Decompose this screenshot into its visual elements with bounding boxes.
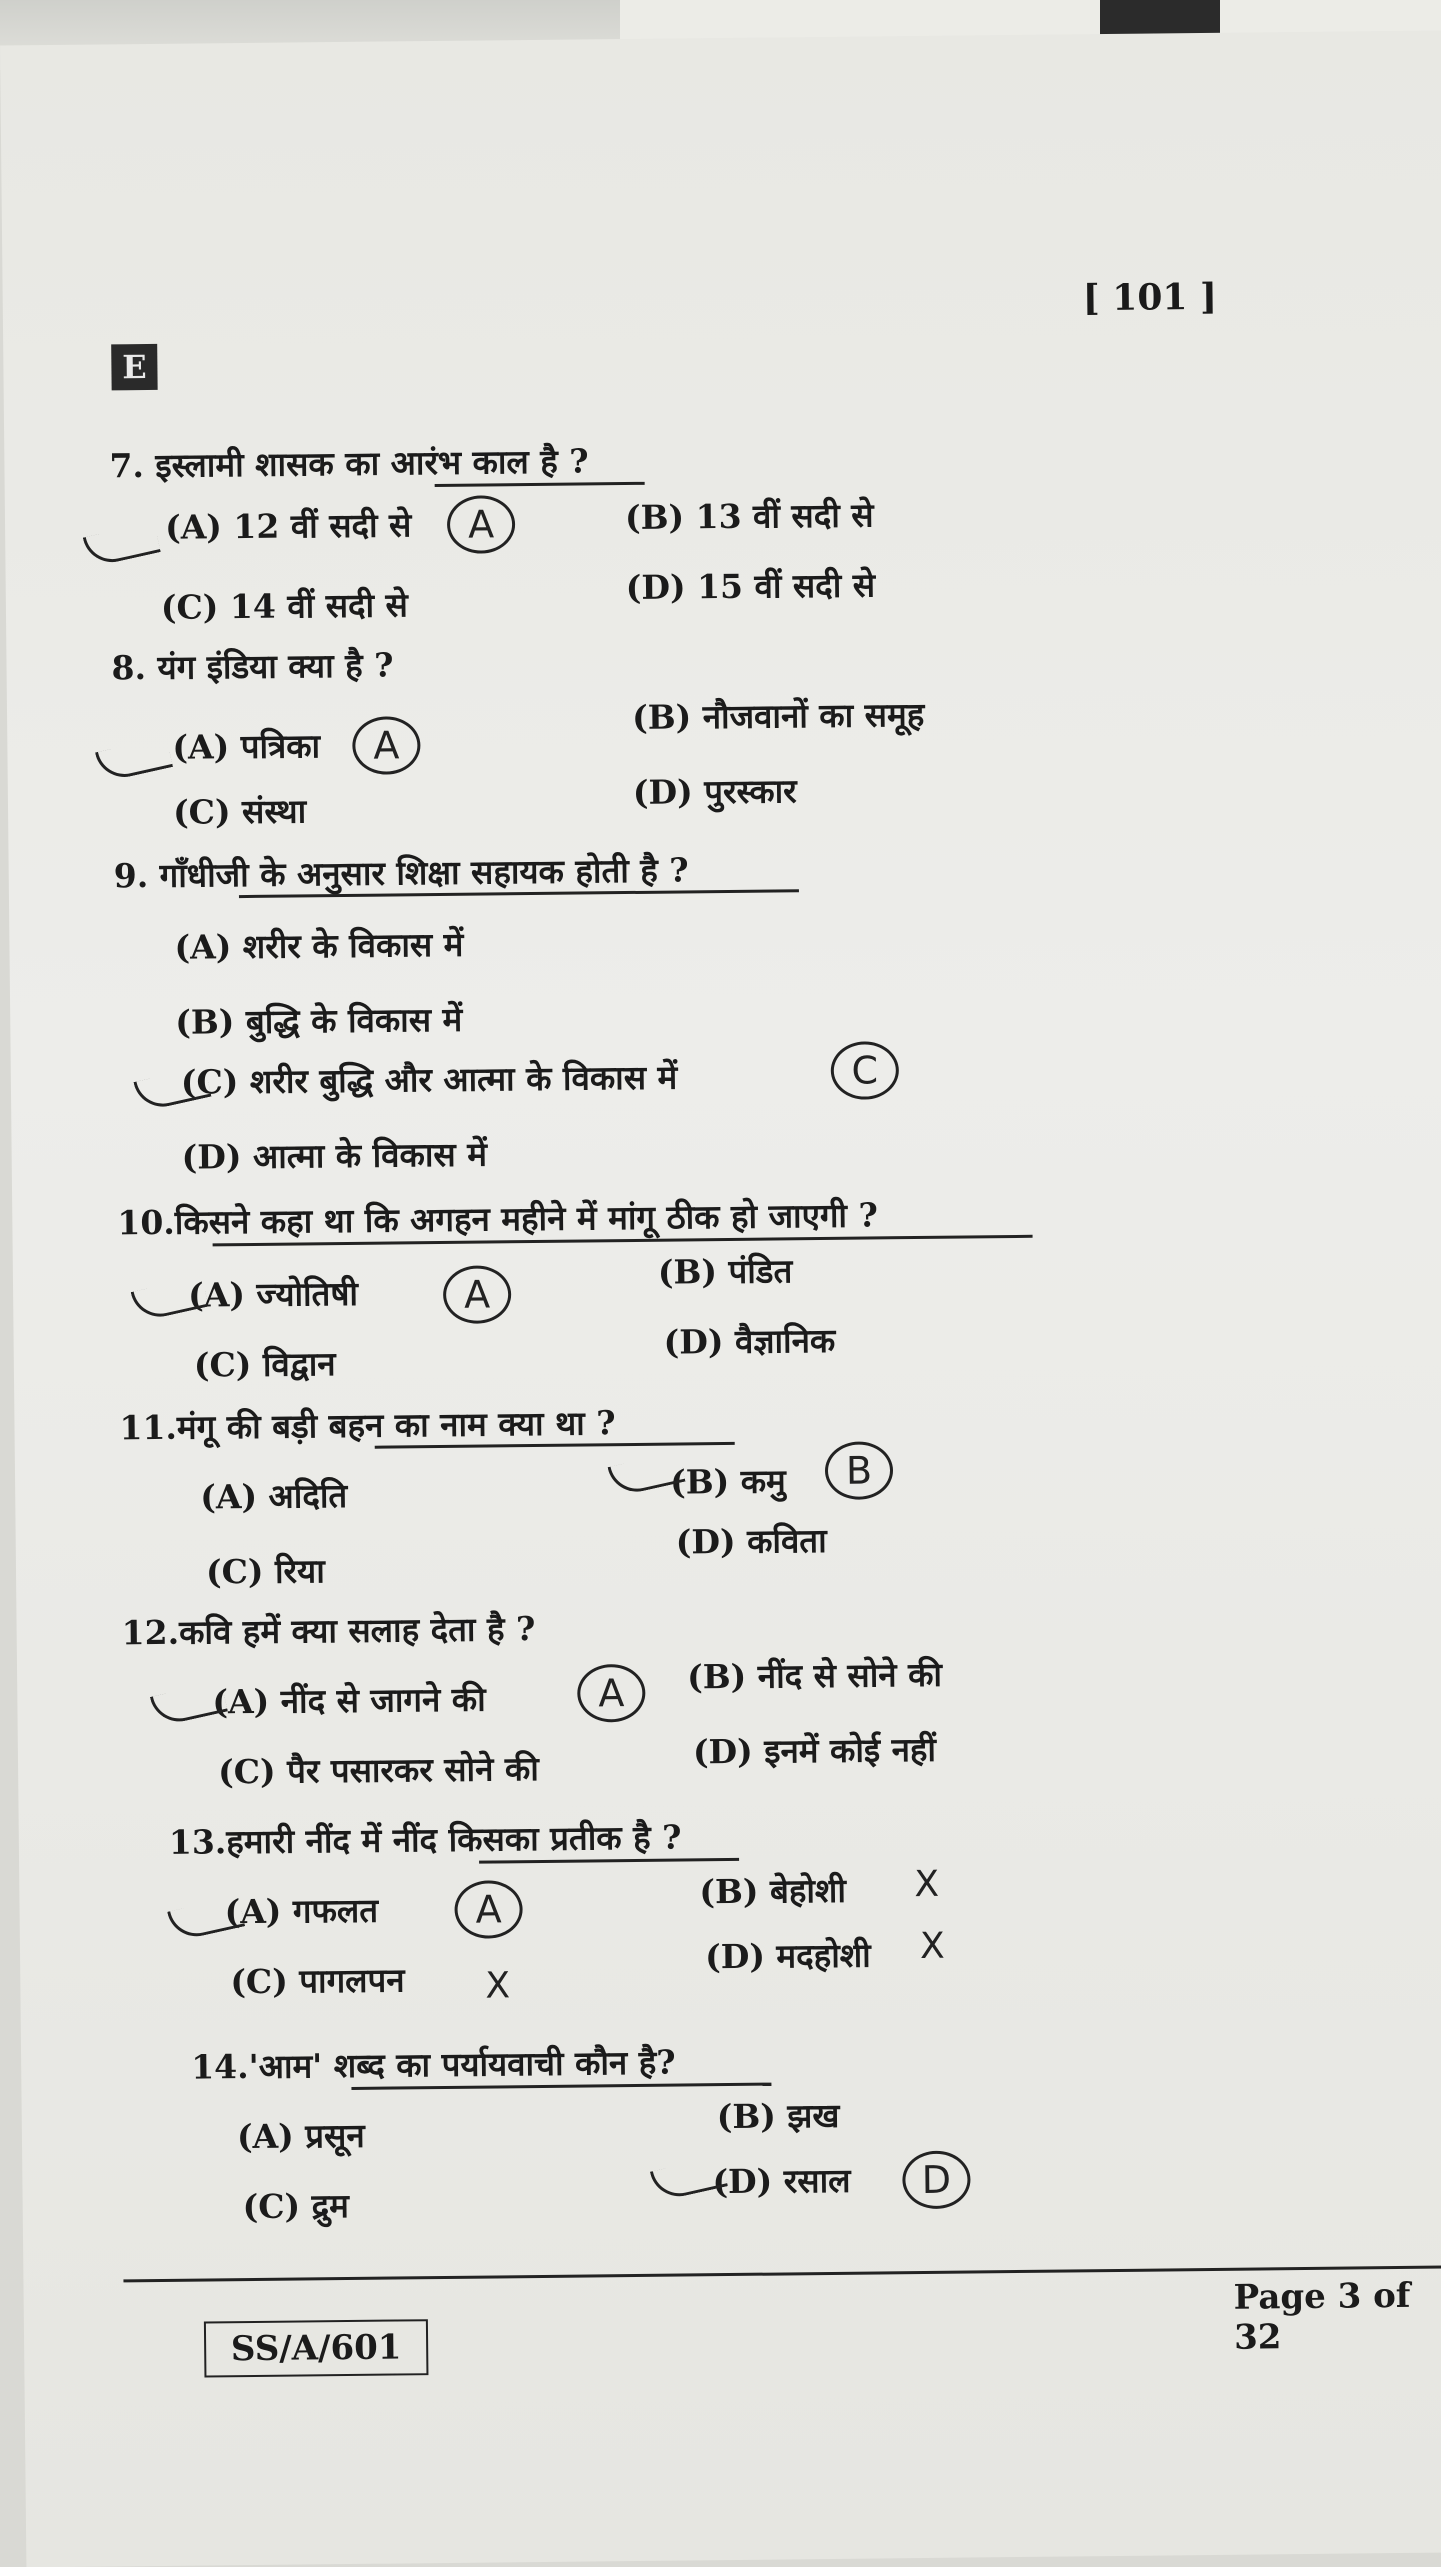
question-8: 8. यंग इंडिया क्या है ? [111,645,394,688]
option-13a: (A) गफलत [224,1890,379,1932]
answer-circle-10: A [443,1265,512,1324]
check-tick-icon [133,1066,211,1112]
option-14a: (A) प्रसून [236,2115,365,2157]
option-9c: (C) शरीर बुद्धि और आत्मा के विकास में [180,1057,678,1102]
option-7c: (C) 14 वीं सदी से [160,585,409,627]
paper-code-box: SS/A/601 [204,2319,429,2377]
option-9b: (B) बुद्धि के विकास में [175,999,463,1042]
question-10: 10.किसने कहा था कि अगहन महीने में मांगू ठीक हो जाएगी ? [117,1195,879,1243]
option-9a: (A) शरीर के विकास में [174,924,464,967]
option-12b: (B) नींद से सोने की [686,1654,943,1697]
option-10a: (A) ज्योतिषी [187,1273,359,1315]
cross-mark-icon: X [919,1925,945,1968]
question-11: 11.मंगू की बड़ी बहन का नाम क्या था ? [119,1403,616,1448]
answer-circle-9: C [831,1041,900,1100]
question-12: 12.कवि हमें क्या सलाह देता है ? [121,1609,536,1653]
option-13b: (B) बेहोशी [699,1870,847,1912]
check-tick-icon [167,1896,245,1942]
option-8b: (B) नौजवानों का समूह [631,694,925,737]
question-9: 9. गाँधीजी के अनुसार शिक्षा सहायक होती है ? [113,850,689,896]
option-13d: (D) मदहोशी [704,1935,871,1977]
question-14: 14.'आम' शब्द का पर्यायवाची कौन है? [191,2042,676,2087]
page-count: Page 3 of 32 [1233,2275,1411,2358]
option-10c: (C) विद्वान [193,1344,336,1385]
bleed-through-text [994,361,1441,2065]
set-label-badge: E [111,344,157,390]
option-9d: (D) आत्मा के विकास में [181,1134,488,1177]
option-13c: (C) पागलपन [230,1960,405,2002]
option-12c: (C) पैर पसारकर सोने की [217,1748,540,1792]
option-8c: (C) संस्था [172,791,307,832]
answer-circle-7: A [447,495,516,554]
option-12d: (D) इनमें कोई नहीं [692,1729,937,1772]
option-11d: (D) कविता [675,1520,827,1562]
option-11a: (A) अदिति [200,1475,348,1517]
check-tick-icon [83,522,161,568]
answer-circle-13: A [454,1880,523,1939]
cross-mark-icon: X [485,1965,511,2007]
option-7d: (D) 15 वीं सदी से [625,565,876,608]
option-10b: (B) पंडित [657,1251,793,1292]
option-11b: (B) कमु [669,1461,787,1502]
page-header-number: [ 101 ] [1082,275,1218,320]
option-14b: (B) झख [716,2095,840,2137]
question-13: 13.हमारी नींद में नींद किसका प्रतीक है ? [168,1817,682,1862]
option-10d: (D) वैज्ञानिक [663,1320,836,1362]
question-7: 7. इस्लामी शासक का आरंभ काल है ? [109,441,589,486]
option-14c: (C) द्रुम [242,2186,350,2227]
answer-circle-8: A [352,716,421,775]
answer-circle-14: D [902,2151,971,2210]
option-11c: (C) रिया [205,1551,325,1592]
option-7b: (B) 13 वीं सदी से [624,495,874,538]
check-tick-icon [95,737,173,783]
option-12a: (A) नींद से जागने की [212,1679,486,1722]
answer-circle-11: B [825,1441,894,1500]
option-8d: (D) पुरस्कार [632,771,797,812]
exam-page [0,30,1441,2567]
cross-mark-icon: X [914,1863,940,1906]
answer-circle-12: A [577,1664,646,1723]
option-8a: (A) पत्रिका [172,726,321,767]
option-7a: (A) 12 वीं सदी से [164,505,412,547]
option-14d: (D) रसाल [712,2160,851,2202]
